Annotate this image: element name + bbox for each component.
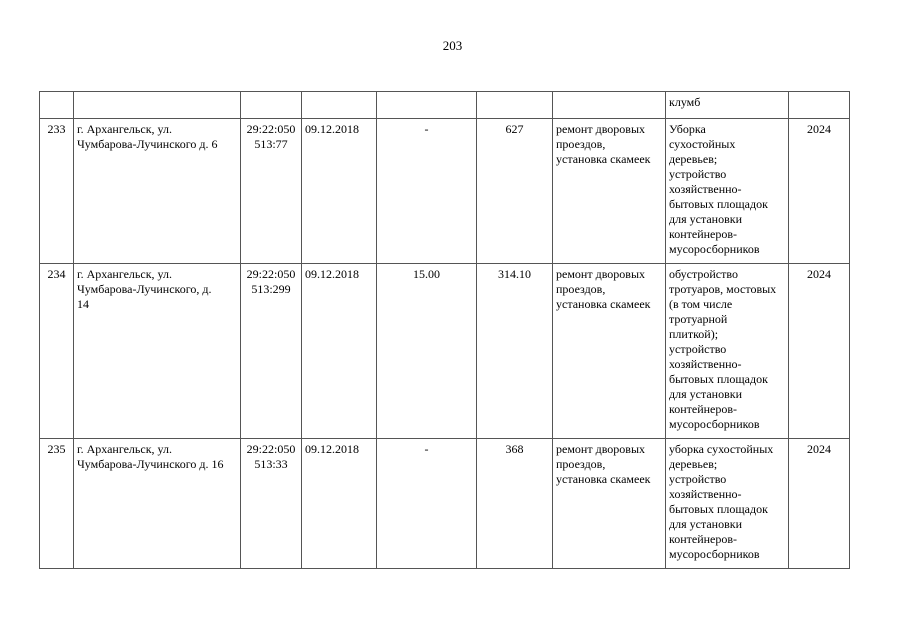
registry-table xyxy=(39,91,850,569)
cell-address: г. Архангельск, ул. Чумбарова-Лучинского д. 6 xyxy=(74,119,241,264)
table-row-continuation xyxy=(40,92,850,119)
cell-value-a: - xyxy=(377,439,477,569)
cell-works: уборка сухостойных деревьев; устройство хозяйственно- бытовых площадок для установки контейнеров- мусоросборников xyxy=(666,439,789,569)
cell-works: Уборка сухостойных деревьев; устройство хозяйственно- бытовых площадок для установки контейнеров- мусоросборников xyxy=(666,119,789,264)
cell-work-type: ремонт дворовых проездов, установка скамеек xyxy=(553,264,666,439)
cell-date: 09.12.2018 xyxy=(302,439,377,569)
cell-value-b: 368 xyxy=(477,439,553,569)
cell-num: 233 xyxy=(40,119,74,264)
cell-date xyxy=(302,92,377,119)
cell-value-b: 627 xyxy=(477,119,553,264)
cell-date: 09.12.2018 xyxy=(302,264,377,439)
cell-works xyxy=(666,92,789,119)
cell-address xyxy=(74,92,241,119)
cell-value-b xyxy=(477,92,553,119)
cell-cadastral: 29:22:050 513:33 xyxy=(241,439,302,569)
cell-cadastral: 29:22:050 513:299 xyxy=(241,264,302,439)
cell-date: 09.12.2018 xyxy=(302,119,377,264)
cell-value-a: 15.00 xyxy=(377,264,477,439)
cell-work-type: ремонт дворовых проездов, установка скамеек xyxy=(553,119,666,264)
cell-cadastral: 29:22:050 513:77 xyxy=(241,119,302,264)
cell-value-a: - xyxy=(377,119,477,264)
table-row xyxy=(40,119,850,264)
cell-address: г. Архангельск, ул. Чумбарова-Лучинского, д. 14 xyxy=(74,264,241,439)
table-row xyxy=(40,439,850,569)
cell-year: 2024 xyxy=(789,264,850,439)
cell-works: обустройство тротуаров, мостовых (в том числе тротуарной плиткой); устройство хозяйственно- бытовых площадок для установки контейнеров- мусоросборников xyxy=(666,264,789,439)
cell-value-a xyxy=(377,92,477,119)
cell-work-type: ремонт дворовых проездов, установка скамеек xyxy=(553,439,666,569)
cell-value-b: 314.10 xyxy=(477,264,553,439)
cell-year: 2024 xyxy=(789,439,850,569)
works-continuation-text: клумб xyxy=(669,95,701,109)
cell-year: 2024 xyxy=(789,119,850,264)
cell-address: г. Архангельск, ул. Чумбарова-Лучинского д. 16 xyxy=(74,439,241,569)
cell-cadastral xyxy=(241,92,302,119)
cell-num: 235 xyxy=(40,439,74,569)
cell-num: 234 xyxy=(40,264,74,439)
page-number: 203 xyxy=(442,38,463,53)
cell-work-type xyxy=(553,92,666,119)
table-row xyxy=(40,264,850,439)
cell-year xyxy=(789,92,850,119)
cell-num xyxy=(40,92,74,119)
